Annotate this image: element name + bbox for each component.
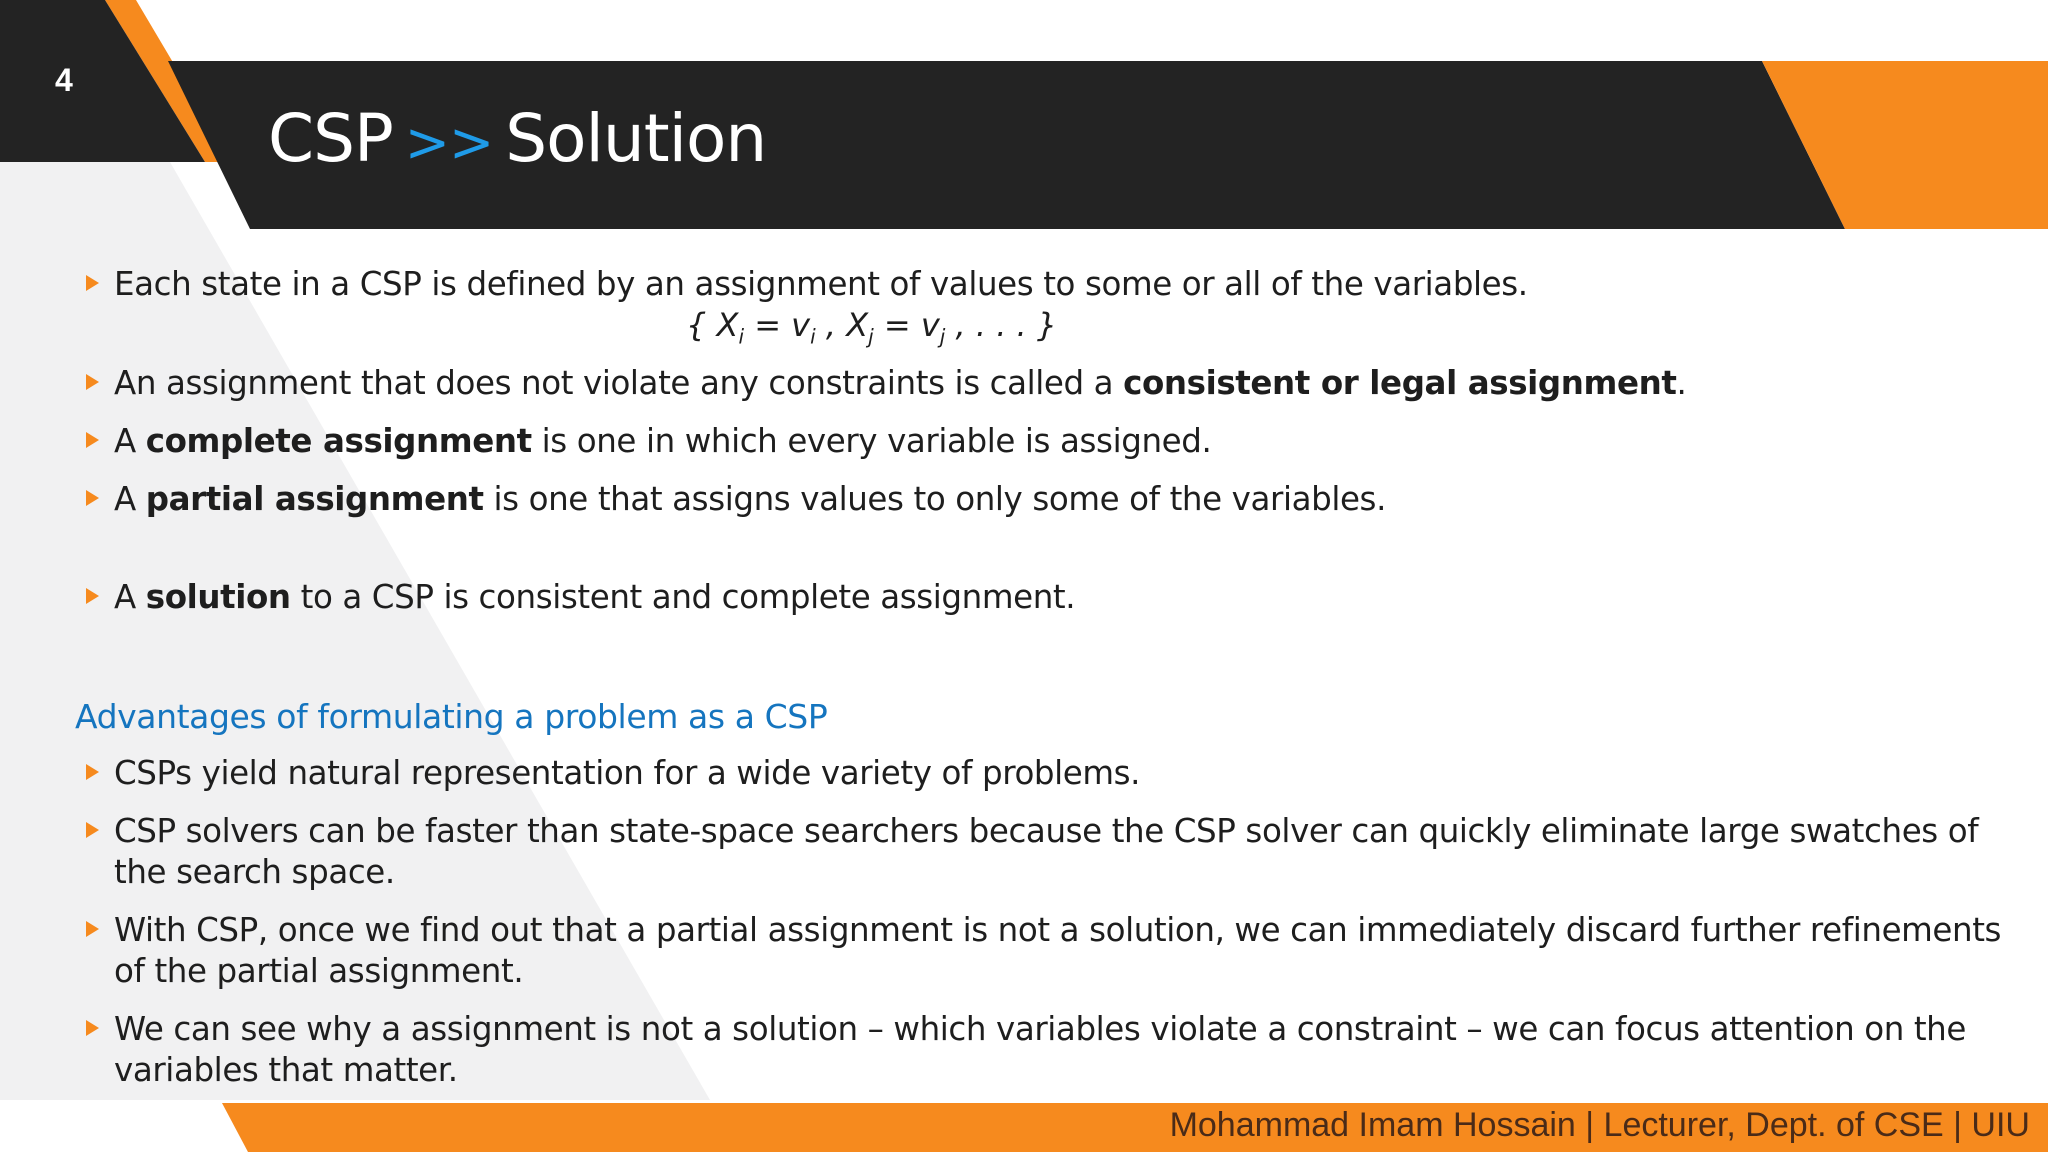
assignment-formula	[686, 306, 1057, 348]
bullet-text: is one that assigns values to only some of the variables.	[483, 480, 1387, 518]
bullet-text: An assignment that does not violate any constraints is called a	[114, 364, 1124, 402]
bullet-state-definition	[82, 264, 2002, 305]
formula-x: X	[846, 306, 869, 344]
formula-x: X	[716, 306, 739, 344]
title-solution: Solution	[505, 100, 767, 177]
formula-brace: {	[686, 306, 717, 344]
footer-author: Mohammad Imam Hossain | Lecturer, Dept. of CSE | UIU	[1169, 1106, 2030, 1144]
title-csp: CSP	[268, 100, 393, 177]
bullet-text: A	[114, 422, 146, 460]
slide-title	[268, 100, 766, 177]
title-separator: >>	[404, 111, 494, 174]
bullet-text: A	[114, 480, 146, 518]
formula-eq: =	[744, 306, 792, 344]
bullet-consistent-assignment	[82, 363, 2002, 404]
bullet-bold-term: consistent or legal assignment	[1123, 364, 1677, 402]
bullet-text: .	[1676, 364, 1687, 402]
bullet-text: CSPs yield natural representation for a wide variety of problems.	[114, 754, 1141, 792]
bullet-bold-term: partial assignment	[145, 480, 484, 518]
bullet-text: to a CSP is consistent and complete assignment.	[290, 578, 1076, 616]
formula-v: v	[920, 306, 940, 344]
bullet-complete-assignment	[82, 421, 2002, 462]
bullet-solution	[82, 577, 2002, 618]
advantages-bullets	[82, 753, 2002, 1091]
bullet-text: is one in which every variable is assigned.	[531, 422, 1212, 460]
advantages-heading: Advantages of formulating a problem as a CSP	[75, 697, 828, 736]
formula-v: v	[791, 306, 811, 344]
formula-tail: , . . . }	[945, 306, 1058, 344]
formula-sub-j: j	[939, 324, 946, 349]
bullet-discard-refinements	[82, 910, 2002, 992]
formula-sub-i: i	[810, 324, 816, 349]
bullet-bold-term: solution	[145, 578, 291, 616]
formula-sub-i: i	[738, 324, 745, 349]
formula-sub-j: j	[868, 324, 874, 349]
bullet-text: Each state in a CSP is defined by an assignment of values to some or all of the variables.	[114, 265, 1528, 303]
bullet-bold-term: complete assignment	[145, 422, 532, 460]
formula-comma: ,	[815, 306, 847, 344]
bullet-text: CSP solvers can be faster than state-space searchers because the CSP solver can quickly eliminate large swatches of the search space.	[114, 812, 1979, 891]
formula-eq: =	[873, 306, 921, 344]
bullet-text: A	[114, 578, 146, 616]
slide-number: 4	[55, 62, 73, 98]
bullet-faster-solvers	[82, 811, 2002, 893]
bullet-text: With CSP, once we find out that a partial assignment is not a solution, we can immediately discard further refinements of the partial assignment.	[114, 911, 2002, 990]
bullet-natural-representation	[82, 753, 2002, 794]
bullet-text: We can see why a assignment is not a solution – which variables violate a constraint – we can focus attention on the variables that matter.	[114, 1010, 1966, 1089]
bullet-focus-attention	[82, 1009, 2002, 1091]
bullet-partial-assignment	[82, 479, 2002, 520]
